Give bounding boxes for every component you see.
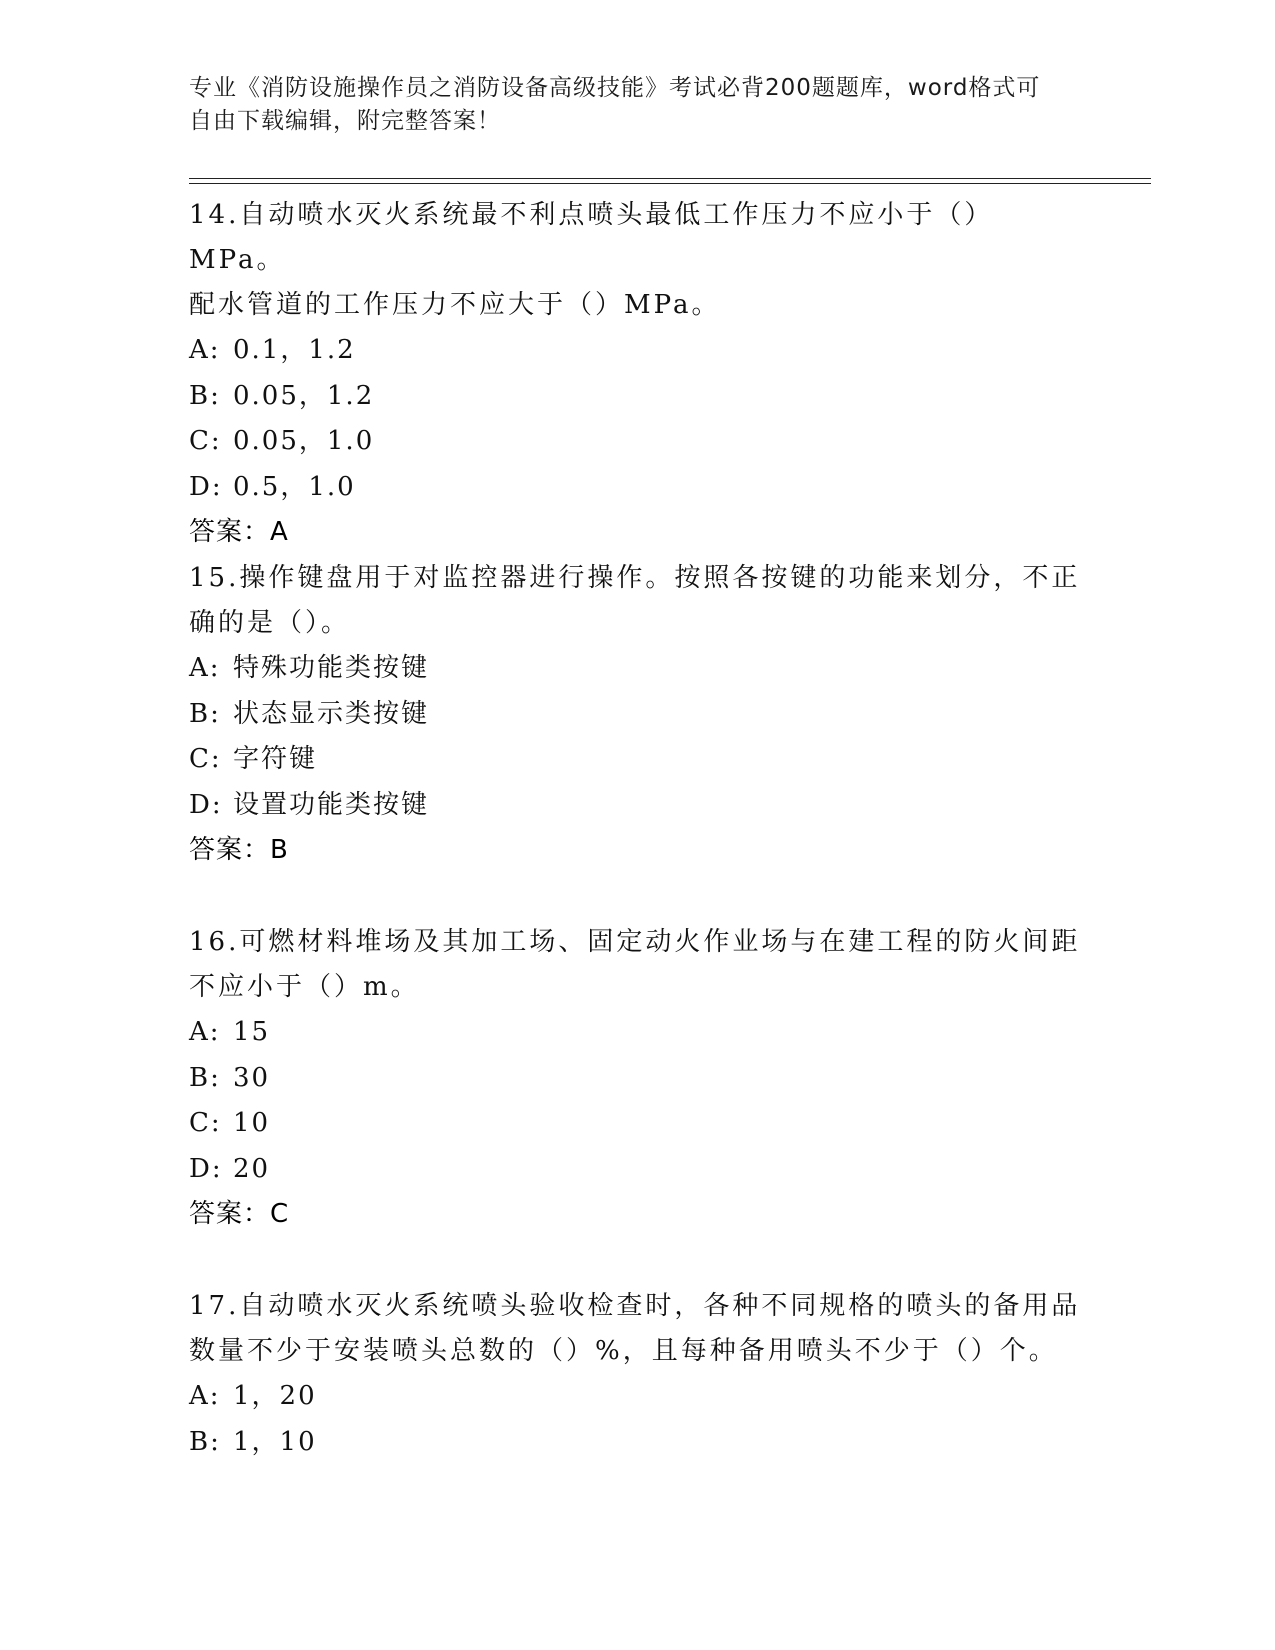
question-stem-line: 不应小于（）m。 xyxy=(189,972,420,1002)
option-d xyxy=(189,783,1089,829)
option-text: 0.05，1.0 xyxy=(233,426,375,456)
question-16 xyxy=(189,920,1089,1237)
header-line-1: 专业《消防设施操作员之消防设备高级技能》考试必背200题题库，word格式可 xyxy=(189,75,1041,101)
option-text: 状态显示类按键 xyxy=(233,698,430,729)
option-b xyxy=(189,1420,1089,1466)
option-text: 1，20 xyxy=(233,1381,317,1411)
question-stem-line: 配水管道的工作压力不应大于（）MPa。 xyxy=(189,290,721,320)
header-divider-top xyxy=(189,178,1151,179)
option-text: 字符键 xyxy=(233,744,318,774)
option-key: B: xyxy=(189,698,221,729)
option-key: A: xyxy=(189,1381,221,1411)
option-c xyxy=(189,419,1089,465)
option-key: B: xyxy=(189,380,221,411)
option-text: 20 xyxy=(233,1153,271,1184)
option-key: A: xyxy=(189,1017,221,1047)
option-text: 30 xyxy=(233,1062,271,1093)
answer-line: 答案：B xyxy=(189,835,289,865)
option-key: C: xyxy=(189,1108,222,1138)
option-key: B: xyxy=(189,1426,221,1457)
option-d xyxy=(189,1147,1089,1193)
option-text: 15 xyxy=(233,1017,271,1047)
question-stem xyxy=(189,920,1089,1010)
option-d xyxy=(189,465,1089,511)
option-key: D: xyxy=(189,789,223,820)
option-a xyxy=(189,328,1089,374)
question-stem xyxy=(189,556,1089,646)
option-key: D: xyxy=(189,471,223,502)
question-stem-line: 15.操作键盘用于对监控器进行操作。按照各按键的功能来划分，不正 xyxy=(189,563,1081,593)
option-key: C: xyxy=(189,426,222,456)
header-line-2: 自由下载编辑，附完整答案！ xyxy=(189,108,501,134)
option-key: A: xyxy=(189,335,221,365)
option-c xyxy=(189,737,1089,783)
option-c xyxy=(189,1101,1089,1147)
header-divider-bottom xyxy=(189,183,1151,184)
option-a xyxy=(189,1374,1089,1420)
option-a xyxy=(189,646,1089,692)
option-text: 1，10 xyxy=(233,1426,317,1457)
option-key: D: xyxy=(189,1153,223,1184)
option-key: A: xyxy=(189,653,221,683)
question-stem-line: 14.自动喷水灭火系统最不利点喷头最低工作压力不应小于（）MPa。 xyxy=(189,200,994,275)
question-stem-line: 确的是（）。 xyxy=(189,608,351,638)
option-a xyxy=(189,1010,1089,1056)
option-text: 10 xyxy=(233,1108,271,1138)
question-stem-line: 数量不少于安装喷头总数的（）%，且每种备用喷头不少于（）个。 xyxy=(189,1336,1058,1366)
answer-line: 答案：A xyxy=(189,517,289,547)
question-stem xyxy=(189,1284,1089,1374)
question-15 xyxy=(189,556,1089,873)
option-key: B: xyxy=(189,1062,221,1093)
option-b xyxy=(189,692,1089,738)
answer-line: 答案：C xyxy=(189,1199,290,1229)
option-key: C: xyxy=(189,744,222,774)
question-stem-line: 17.自动喷水灭火系统喷头验收检查时，各种不同规格的喷头的备用品 xyxy=(189,1291,1081,1321)
question-stem-line: 16.可燃材料堆场及其加工场、固定动火作业场与在建工程的防火间距 xyxy=(189,927,1081,957)
option-b xyxy=(189,374,1089,420)
document-header xyxy=(189,72,1089,138)
question-14 xyxy=(189,193,1089,555)
question-17 xyxy=(189,1284,1089,1465)
option-b xyxy=(189,1056,1089,1102)
option-text: 设置功能类按键 xyxy=(233,789,430,820)
option-text: 0.1，1.2 xyxy=(233,335,356,365)
question-stem xyxy=(189,193,1089,328)
option-text: 0.5，1.0 xyxy=(233,471,356,502)
option-text: 特殊功能类按键 xyxy=(233,653,430,683)
option-text: 0.05，1.2 xyxy=(233,380,375,411)
